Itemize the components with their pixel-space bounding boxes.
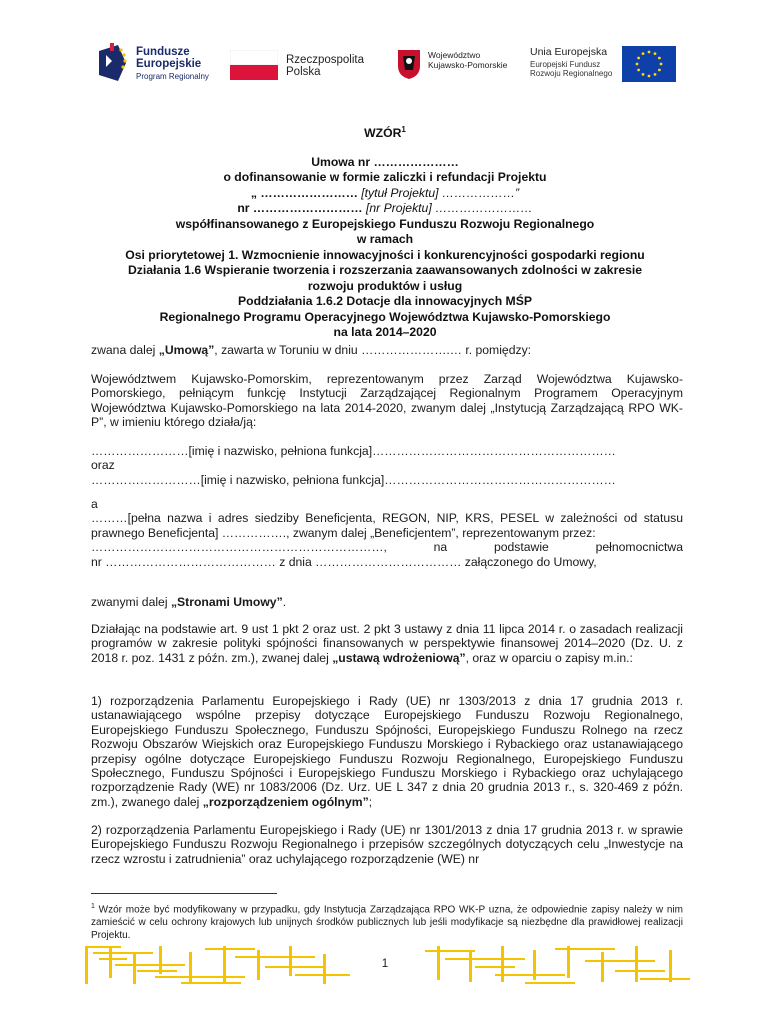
zwanymi-c: . — [282, 595, 287, 609]
decorative-right-bars — [425, 946, 690, 984]
footnote-text: Wzór może być modyfikowany w przypadku, gdy Instytucja Zarządzająca RPO WK-P uzna, że odpowiednie zapisy należy w nim zamieścić w celu ochrony krajowych lub unijnych środków publicznych lub jeśli modyfikacje są niezbędne dla prawidłowej realizacji Projektu. — [91, 904, 683, 942]
rozporzadzenie-2-paragraph — [91, 823, 683, 866]
fundusze-europejskie-star-icon — [96, 41, 132, 85]
title-l3a: „ …………………… — [250, 185, 362, 200]
intro-b: „Umową” — [158, 343, 215, 357]
title-line-poddzialanie: Poddziałania 1.6.2 Dotacje dla innowacyjnych MŚP — [238, 294, 532, 309]
wojewodztwo-text: Województwem Kujawsko-Pomorskim, reprezentowanym przez Zarząd Województwa Kujawsko-Pomorskiego, pełniącym funkcję Instytucji Zarządzającej Regionalnym Programem Operacyjnym Województwa Kujawsko-Pomorskiego na lata 2014-2020, zwanym dalej „Instytucją Zarządzającą RPO WK-P”, w imieniu którego działa/ją: — [91, 372, 683, 430]
eu-flag-icon — [622, 46, 676, 82]
decorative-left-bars — [85, 946, 350, 984]
heading-footnote-ref: 1 — [401, 125, 406, 134]
document-title — [80, 122, 690, 341]
zwanymi-b: „Stronami Umowy” — [170, 595, 283, 609]
intro-a: zwana dalej — [91, 343, 159, 357]
title-line-efrr: współfinansowanego z Europejskiego Funduszu Rozwoju Regionalnego — [175, 216, 595, 231]
polish-flag-icon — [230, 50, 278, 80]
title-line-nr — [80, 201, 690, 217]
title-l3b: [tytuł Projektu] — [361, 185, 439, 200]
title-line-w-ramach: w ramach — [356, 232, 414, 247]
rozp1-c: ; — [368, 794, 373, 809]
footnote — [91, 900, 683, 942]
intro-c: , zawarta w Toruniu w dniu ………………….… r. pomiędzy: — [214, 343, 532, 357]
title-l4b: [nr Projektu] — [366, 201, 432, 216]
dzialajac-b: „ustawą wdrożeniową” — [332, 650, 466, 665]
title-l4a: nr ……………………… — [237, 201, 367, 216]
zwanymi-a: zwanymi dalej — [91, 595, 171, 609]
woj-logo-line1: Województwo — [428, 50, 481, 60]
title-l3c: ………………” — [438, 185, 520, 200]
page-number: 1 — [381, 958, 389, 970]
title-line-dzialanie: Działania 1.6 Wspieranie tworzenia i rozszerzania zaawansowanych zdolności w zakresie — [127, 263, 643, 278]
pelnomocnictwo-line — [91, 540, 683, 554]
unia-europejska-logo — [530, 40, 680, 86]
fe-logo-line3: Program Regionalny — [136, 72, 209, 81]
ue-logo-line3: Rozwoju Regionalnego — [530, 69, 613, 78]
oraz-text: oraz — [91, 458, 115, 473]
title-line-os: Osi priorytetowej 1. Wzmocnienie innowacyjności i konkurencyjności gospodarki regionu — [125, 247, 645, 262]
wojewodztwo-logo — [396, 40, 514, 86]
rp-logo-line2: Polska — [286, 66, 321, 78]
nr-line: nr …………………………………… z dnia ……………………………… załączonego do Umowy, — [91, 554, 597, 569]
pel-3: podstawie — [493, 540, 549, 555]
coat-of-arms-icon — [396, 48, 422, 80]
title-line-rozwoj: rozwoju produktów i usług — [307, 278, 463, 293]
title-line-umowa: Umowa nr ………………… — [311, 154, 459, 169]
strony-paragraph — [91, 595, 683, 609]
title-line-rpo: Regionalnego Programu Operacyjnego Województwa Kujawsko-Pomorskiego — [159, 309, 611, 324]
rozp1-b: „rozporządzeniem ogólnym” — [202, 794, 369, 809]
pel-1: ………………………………………………………………, — [91, 540, 387, 555]
beneficjent-block — [91, 497, 683, 569]
intro-paragraph — [91, 343, 683, 357]
document-heading — [80, 122, 690, 142]
rozporzadzenie-1-paragraph — [91, 694, 683, 809]
ue-logo-line1: Unia Europejska — [530, 46, 608, 58]
logo-bar — [96, 40, 676, 86]
beneficjent-text: ………[pełna nazwa i adres siedziby Beneficjenta, REGON, NIP, KRS, PESEL w zależności od statusu prawnego Beneficjenta] ……………., zwanym dalej „Beneficjentem”, reprezentowanym przez: — [91, 511, 683, 540]
dzialajac-c: , oraz w oparciu o zapisy m.in.: — [465, 650, 633, 665]
footnote-divider — [91, 893, 277, 894]
title-l4c: …………………… — [431, 201, 533, 216]
a-text: a — [91, 497, 98, 511]
rzeczpospolita-polska-logo — [230, 40, 364, 86]
pel-4: pełnomocnictwa — [595, 540, 683, 555]
footnote-number: 1 — [91, 903, 95, 910]
representative-2: ………………………[imię i nazwisko, pełniona funkcja]………………………………………………… — [91, 472, 616, 487]
fe-logo-line1: Fundusze — [136, 46, 190, 58]
title-line-tytul — [80, 186, 690, 202]
dzialajac-a: Działając na podstawie art. 9 ust 1 pkt 2 oraz ust. 2 pkt 3 ustawy z dnia 11 lipca 2014 r. o zasadach realizacji programów w zakresie polityki spójności finansowanych w perspektywie finansowej 2014–2020 (Dz. U. z 2018 r. poz. 1431 z późn. zm.), zwanej dalej — [91, 622, 683, 665]
pel-2: na — [433, 540, 448, 555]
rozp2-text: 2) rozporządzenia Parlamentu Europejskiego i Rady (UE) nr 1301/2013 z dnia 17 grudnia 2013 r. w sprawie Europejskiego Funduszu Rozwoju Regionalnego i przepisów szczególnych dotyczących celu „Inwestycje na rzecz wzrostu i zatrudnienia” oraz uchylającego rozporządzenie (WE) nr — [91, 823, 683, 866]
rp-logo-line1: Rzeczpospolita — [286, 54, 364, 66]
wojewodztwo-paragraph — [91, 372, 683, 430]
title-line-dofinansowanie: o dofinansowanie w formie zaliczki i refundacji Projektu — [223, 170, 547, 185]
podstawa-prawna-paragraph — [91, 622, 683, 665]
woj-logo-line2: Kujawsko-Pomorskie — [428, 60, 508, 70]
fe-logo-line2: Europejskie — [136, 58, 202, 70]
title-line-lata: na lata 2014–2020 — [333, 325, 437, 340]
representative-1: ……………………[imię i nazwisko, pełniona funkcja]…………………………………………………… — [91, 444, 616, 458]
fundusze-europejskie-logo — [96, 40, 216, 86]
heading-text: WZÓR — [364, 126, 402, 141]
representatives-block — [91, 444, 683, 487]
rozp1-a: 1) rozporządzenia Parlamentu Europejskiego i Rady (UE) nr 1303/2013 z dnia 17 grudnia 2013 r. ustanawiającego wspólne przepisy dotyczące Europejskiego Funduszu Rozwoju Regionalnego, Europejskiego Funduszu Społecznego, Funduszu Spójności, Europejskiego Funduszu Rolnego na rzecz Rozwoju Obszarów Wiejskich oraz Europejskiego Funduszu Morskiego i Rybackiego oraz ustanawiającego przepisy ogólne dotyczące Europejskiego Funduszu Rozwoju Regionalnego, Europejskiego Funduszu Społecznego, Funduszu Spójności i Europejskiego Funduszu Morskiego i Rybackiego oraz uchylającego rozporządzenie Rady (WE) nr 1083/2006 (Dz. Urz. UE L 347 z dnia 20 grudnia 2013 r., s. 320-469 z późn. zm.), zwanego dalej — [91, 694, 683, 809]
ue-logo-line2: Europejski Fundusz — [530, 60, 601, 69]
